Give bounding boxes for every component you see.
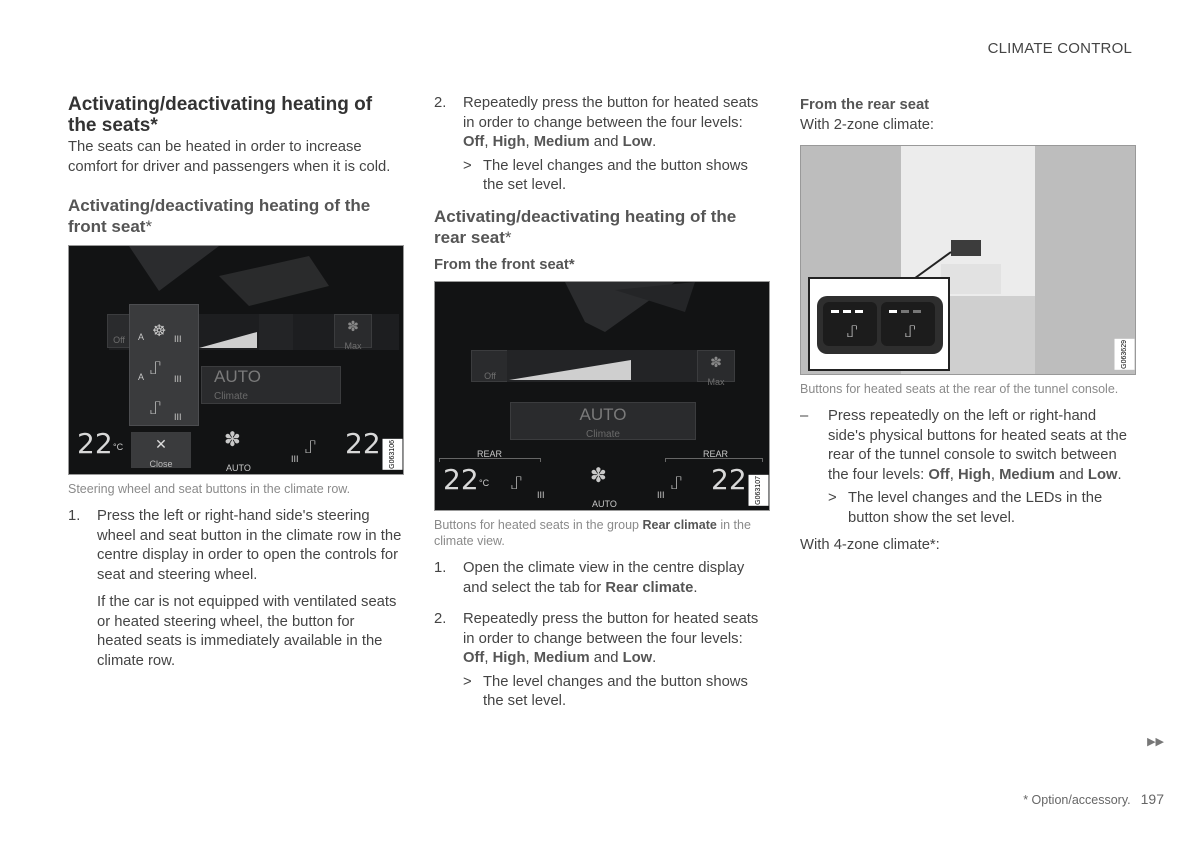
fan-max-tile[interactable]: ✽ Max <box>697 350 735 382</box>
column-middle <box>434 94 769 720</box>
fan-icon: ✽ <box>710 354 722 370</box>
auto-climate-tile[interactable]: AUTO Climate <box>510 402 696 440</box>
ventilated-seat-icon[interactable]: ⑀ <box>150 398 161 418</box>
rear-step-1: 1. Open the climate view in the centre display and select the tab for Rear climate. <box>434 560 745 596</box>
rear-group-bracket-left <box>439 458 541 462</box>
section-title: Activating/deactivating heating of the seats* <box>68 94 373 136</box>
rear-right-heated-seat-icon[interactable]: ⑀ <box>671 473 682 493</box>
fan-off-tile[interactable]: Off <box>107 314 131 348</box>
rear-label-right: REAR <box>703 449 729 459</box>
level-bars-icon: III <box>657 490 665 500</box>
rear-left-heated-seat-button[interactable]: ⑀ <box>847 322 858 341</box>
right-temperature[interactable]: 22 <box>345 427 381 460</box>
fan-max-tile[interactable]: ✽ Max <box>334 314 372 348</box>
front-step-2: 2. Repeatedly press the button for heated seats in order to change between the four levels: Off, High, Medium and Low. > The level changes and the button shows the set level. <box>434 94 769 196</box>
close-icon: ✕ <box>155 436 167 452</box>
figure-caption: Buttons for heated seats at the rear of the tunnel console. <box>800 382 1119 396</box>
heated-steering-wheel-icon[interactable]: ☸ <box>152 323 167 340</box>
figure-caption: Buttons for heated seats in the group Rear climate in the climate view. <box>434 518 751 548</box>
right-heated-seat-icon[interactable]: ⑀ <box>305 437 316 457</box>
rear-group-bracket-right <box>665 458 763 462</box>
step-result: > The level changes and the button shows the set level. <box>463 673 748 709</box>
left-temperature[interactable]: 22 <box>443 463 479 496</box>
fan-off-tile[interactable]: Off <box>471 350 509 382</box>
auto-climate-tile[interactable]: AUTO Climate <box>201 366 341 404</box>
level-bars-icon: III <box>174 374 182 384</box>
rear-right-heated-seat-button[interactable]: ⑀ <box>905 322 916 341</box>
fan-seat-airflow-icon[interactable]: ✽ <box>224 429 241 451</box>
step-result: > The level changes and the button shows the set level. <box>463 157 748 193</box>
rear-step-2: 2. Repeatedly press the button for heated seats in order to change between the four levels: Off, High, Medium and Low. > The level changes and the button shows the set level. <box>434 610 769 712</box>
page-footer: * Option/accessory. 197 <box>1023 791 1164 807</box>
fan-speed-slider[interactable] <box>197 314 297 350</box>
four-zone-label: With 4-zone climate*: <box>800 537 940 553</box>
column-right <box>800 94 1135 556</box>
intro-text: The seats can be heated in order to increase comfort for driver and passengers when it is cold. <box>68 139 391 175</box>
rear-climate-screen-figure: Off ✽ Max AUTO Climate REAR REAR 22 °C ⑀ III ✽ AUTO III ⑀ 22 G063107 <box>434 281 770 511</box>
step-result: > The level changes and the LEDs in the button show the set level. <box>828 490 1103 526</box>
close-button[interactable]: ✕ Close <box>131 432 191 468</box>
fan-icon: ✽ <box>347 318 359 334</box>
two-zone-label: With 2-zone climate: <box>800 116 935 133</box>
front-seat-heading: Activating/deactivating heating of the front seat* <box>68 196 371 236</box>
from-front-seat-subheading: From the front seat* <box>434 256 575 273</box>
rear-seat-instruction: – Press repeatedly on the left or right-hand side's physical buttons for heated seats at the rear of the tunnel console to switch between the four levels: Off, High, Medium and Low. > The level changes and the LEDs in the button show the set level. <box>800 407 1135 528</box>
heated-seat-icon[interactable]: ⑀ <box>150 358 161 378</box>
level-bars-icon: III <box>174 334 182 344</box>
level-bars-icon: III <box>174 412 182 422</box>
figure-caption: Steering wheel and seat buttons in the climate row. <box>68 482 351 496</box>
seat-controls-popup: A ☸ III A ⑀ III ⑀ III <box>129 304 199 426</box>
section-header: CLIMATE CONTROL <box>987 40 1132 57</box>
left-temperature[interactable]: 22 <box>77 427 113 460</box>
fan-speed-slider[interactable] <box>507 350 697 382</box>
front-step-1: 1. Press the left or right-hand side's steering wheel and seat button in the climate row in the centre display in order to open the controls for seat and steering wheel. If the car is not equipped with ventilated seats or heated steering wheel, the button for heated seats is immediately available in the climate row. <box>68 507 403 671</box>
rear-label-left: REAR <box>477 449 503 459</box>
rear-left-heated-seat-icon[interactable]: ⑀ <box>511 473 522 493</box>
level-bars-icon: III <box>291 454 299 464</box>
from-rear-seat-subheading: From the rear seat <box>800 97 930 113</box>
rear-seat-heading: Activating/deactivating heating of the rear seat* <box>434 206 737 247</box>
tunnel-console-photo: ⑀ ⑀ G063629 <box>800 145 1136 375</box>
column-left <box>68 94 403 679</box>
level-bars-icon: III <box>537 490 545 500</box>
right-temperature[interactable]: 22 <box>711 463 747 496</box>
equipment-note: If the car is not equipped with ventilated seats or heated steering wheel, the button for heated seats is immediately available in the climate row. <box>97 594 397 669</box>
continue-arrows-icon: ▶▶ <box>1147 736 1164 748</box>
fan-seat-airflow-icon[interactable]: ✽ <box>590 465 607 487</box>
front-climate-screen-figure: Off A ☸ III A ⑀ III ⑀ III ✽ Max AUTO Climate ✕ Close 22 °C ✽ AUTO III ⑀ 22 G063106 <box>68 245 404 475</box>
page-number: 197 <box>1140 791 1164 807</box>
